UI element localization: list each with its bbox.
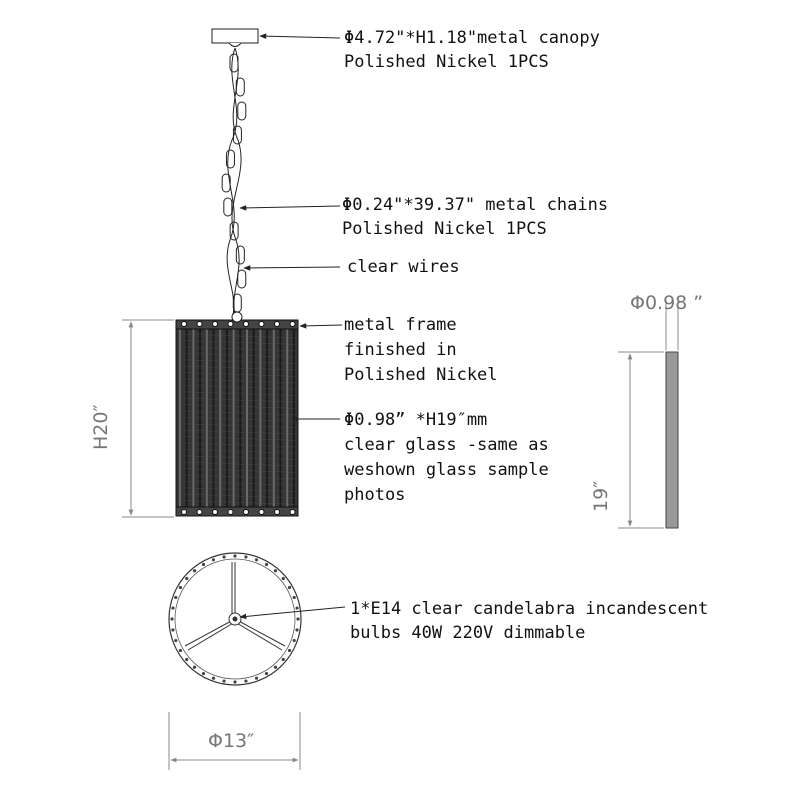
frame-line-3: Polished Nickel [344,365,498,385]
chain [222,48,246,318]
diameter-label: Φ13″ [208,730,255,752]
rim-stud [288,649,291,652]
frame-ring [213,510,218,515]
frame-ring [259,510,264,515]
rim-stud [255,558,258,561]
rim-stud [174,639,177,642]
frame-ring [182,510,187,515]
rim-stud [295,628,298,631]
chain-link [238,270,246,288]
rim-stud [282,577,285,580]
rim-stud [295,606,298,609]
height-label: H20″ [90,404,112,450]
frame-ring [244,322,249,327]
rim-stud [222,679,225,682]
canopy-arrow [260,36,340,38]
height-dimension [122,320,174,517]
rim-stud [244,555,247,558]
frame-arrow [300,325,342,326]
rim-stud [185,577,188,580]
chains-arrow [240,206,340,208]
frame-ring [197,510,202,515]
glass-line-4: photos [344,485,406,505]
chain-link [236,246,244,264]
rim-stud [282,658,285,661]
rim-stud [265,563,268,566]
bottom-view [169,553,301,685]
rim-stud [293,596,296,599]
frame-note [344,313,498,388]
rod-height-label: 19″ [590,480,612,512]
frame-ring [244,510,249,515]
frame-ring [197,322,202,327]
rim-stud [170,617,173,620]
rim-stud [212,558,215,561]
glass-rod-detail [618,300,678,528]
wires-note [347,255,460,279]
rim-stud [265,672,268,675]
rim-stud [274,569,277,572]
rim-stud [179,649,182,652]
canopy [212,29,258,47]
rim-stud [171,628,174,631]
glass-line-3: weshown glass sample [344,460,549,480]
rim-stud [193,666,196,669]
rim-stud [202,563,205,566]
frame-ring [259,322,264,327]
rim-stud [179,586,182,589]
rim-stud [244,679,247,682]
frame-ring [290,322,295,327]
frame-ring [228,510,233,515]
rim-stud [288,586,291,589]
frame-line-1: metal frame [344,315,457,335]
rim-stud [174,596,177,599]
frame-ring [290,510,295,515]
chains-line-1: Φ0.24"*39.37" metal chains [342,195,609,215]
frame-ring [228,322,233,327]
canopy-note [344,26,600,74]
glass-note [344,408,549,508]
rod-diameter-label: Φ0.98 ” [630,292,704,314]
wires-arrow [244,267,340,268]
canopy-line-2: Polished Nickel 1PCS [344,52,549,72]
canopy-line-1: Φ4.72"*H1.18"metal canopy [344,28,600,48]
frame-line-2: finished in [344,340,457,360]
frame-ring [275,322,280,327]
rim-stud [274,666,277,669]
rim-stud [296,617,299,620]
rim-stud [233,554,236,557]
chains-note [342,193,608,241]
chain-link [238,102,246,120]
rim-stud [212,677,215,680]
rim-stud [293,639,296,642]
chains-line-2: Polished Nickel 1PCS [342,219,547,239]
rim-stud [171,606,174,609]
glass-line-1: Φ0.98” *H19″mm [344,410,488,430]
wires-line-1: clear wires [347,257,460,277]
frame-ring [182,322,187,327]
rim-stud [193,569,196,572]
rim-stud [222,555,225,558]
bulbs-line-2: bulbs 40W 220V dimmable [350,623,586,643]
glass-shade [176,312,298,516]
rim-stud [255,677,258,680]
bulbs-note [350,597,708,645]
rim-stud [202,672,205,675]
rim-stud [185,658,188,661]
frame-ring [275,510,280,515]
chain-link [224,198,232,216]
rim-stud [233,680,236,683]
frame-ring [213,322,218,327]
glass-line-2: clear glass -same as [344,435,549,455]
bulbs-line-1: 1*E14 clear candelabra incandescent [350,599,709,619]
